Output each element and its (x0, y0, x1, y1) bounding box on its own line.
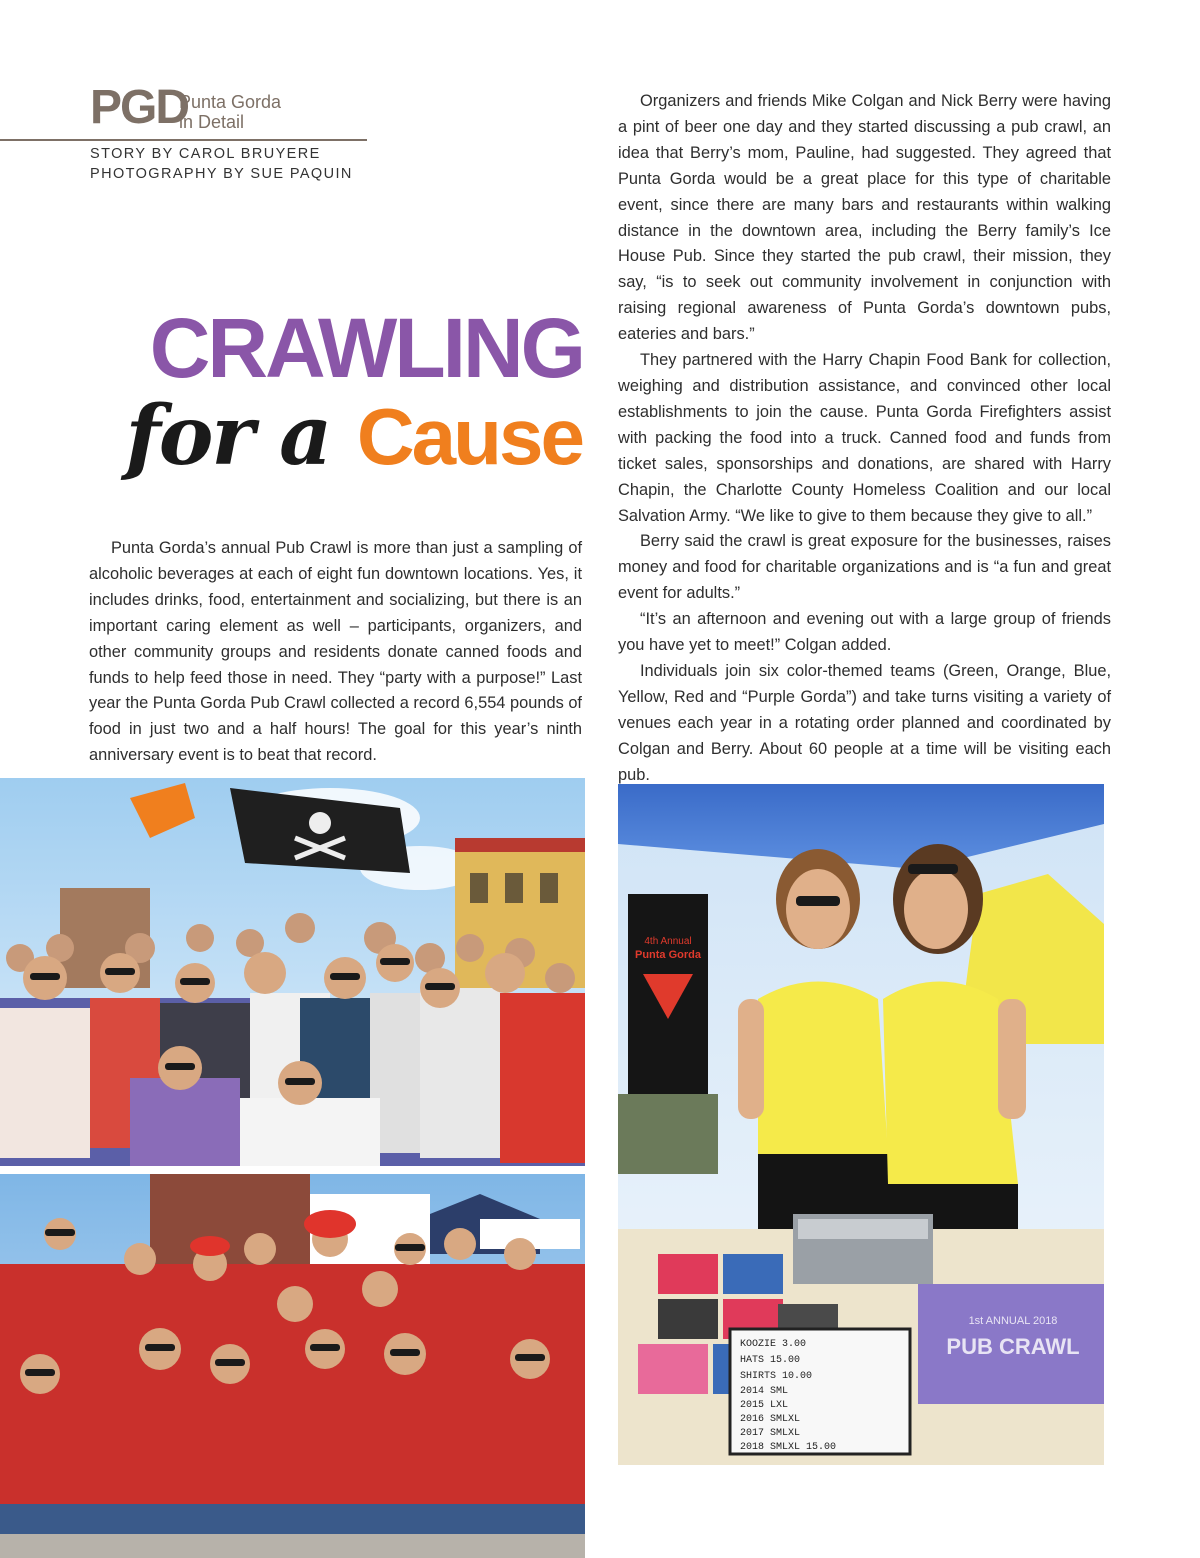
photo-red-team (0, 1174, 585, 1558)
shirt-print-line2: Punta Gorda (634, 949, 702, 961)
photo-group-pirate-flag (0, 778, 585, 1166)
article-column-right (618, 89, 1111, 788)
headline-for-a: for a (125, 388, 357, 484)
brand-logo: PGD (90, 81, 189, 134)
sign-2018: 2018 SMLXL 15.00 (740, 1442, 837, 1453)
sign-2017: 2017 SMLXL (740, 1428, 801, 1439)
headline-line2 (62, 384, 582, 488)
sign-2016: 2016 SMLXL (740, 1414, 801, 1425)
shirt-print-line1: 4th Annual (644, 936, 692, 947)
sign-shirts: SHIRTS 10.00 (740, 1371, 813, 1382)
sign-2015: 2015 LXL (740, 1400, 789, 1411)
paragraph: “It’s an afternoon and evening out with a large group of friends you have yet to meet!” Colgan added. (618, 610, 1111, 655)
paragraph: Berry said the crawl is great exposure for the businesses, raises money and food for charitable organizations and is “a fun and great event for adults.” (618, 532, 1111, 603)
photo-organizers-merch-table (618, 784, 1104, 1465)
sign-koozie: KOOZIE 3.00 (740, 1339, 807, 1350)
headline-cause: Cause (356, 392, 582, 481)
tshirt-print-line1: 1st ANNUAL 2018 (968, 1315, 1058, 1327)
sign-2014: 2014 SML (740, 1386, 789, 1397)
story-credit: STORY BY CAROL BRUYERE (90, 146, 321, 162)
paragraph: Punta Gorda’s annual Pub Crawl is more than just a sampling of alcoholic beverages at each of eight fun downtown locations. Yes, it includes drinks, food, entertainment and socializing, but there is an important caring element as well – participants, organizers, and other community groups and residents donate canned foods and funds to help feed those in need. They “party with a purpose!” Last year the Punta Gorda Pub Crawl collected a record 6,554 pounds of food in just two and a half hours! The goal for this year’s ninth anniversary event is to beat that record. (89, 539, 582, 765)
brand-name-line1: Punta Gorda (179, 92, 282, 112)
tshirt-print-line2: PUB CRAWL (946, 1334, 1080, 1359)
headline-line1: CRAWLING (149, 301, 583, 395)
header-divider (0, 139, 367, 141)
brand-name-line2: in Detail (179, 112, 245, 132)
article-column-left (89, 536, 582, 769)
paragraph: Organizers and friends Mike Colgan and Nick Berry were having a pint of beer one day and they started discussing a pub crawl, an idea that Berry’s mom, Pauline, had suggested. They agreed that Punta Gorda would be a great place for this type of charitable event, since there are many bars and restaurants within walking distance in the downtown area, including the Berry family’s Ice House Pub. Since they started the pub crawl, their mission, they say, “is to seek out community involvement in conjunction with raising regional awareness of Punta Gorda’s downtown pubs, eateries and bars.” (618, 92, 1111, 344)
photo-credit: PHOTOGRAPHY BY SUE PAQUIN (90, 166, 353, 182)
paragraph: Individuals join six color-themed teams (Green, Orange, Blue, Yellow, Red and “Purple Gorda”) and take turns visiting a variety of venues each year in a rotating order planned and coordinated by Colgan and Berry. About 60 people at a time will be visiting each pub. (618, 661, 1111, 784)
paragraph: They partnered with the Harry Chapin Food Bank for collection, weighing and distribution assistance, and convinced other local establishments to join the cause. Punta Gorda Firefighters assist with packing the food into a truck. Canned food and funds from ticket sales, sponsorships and donations, are shared with Harry Chapin, the Charlotte County Homeless Coalition and our local Salvation Army. “We like to give to them because they give to all.” (618, 351, 1111, 525)
sign-hats: HATS 15.00 (740, 1355, 801, 1366)
